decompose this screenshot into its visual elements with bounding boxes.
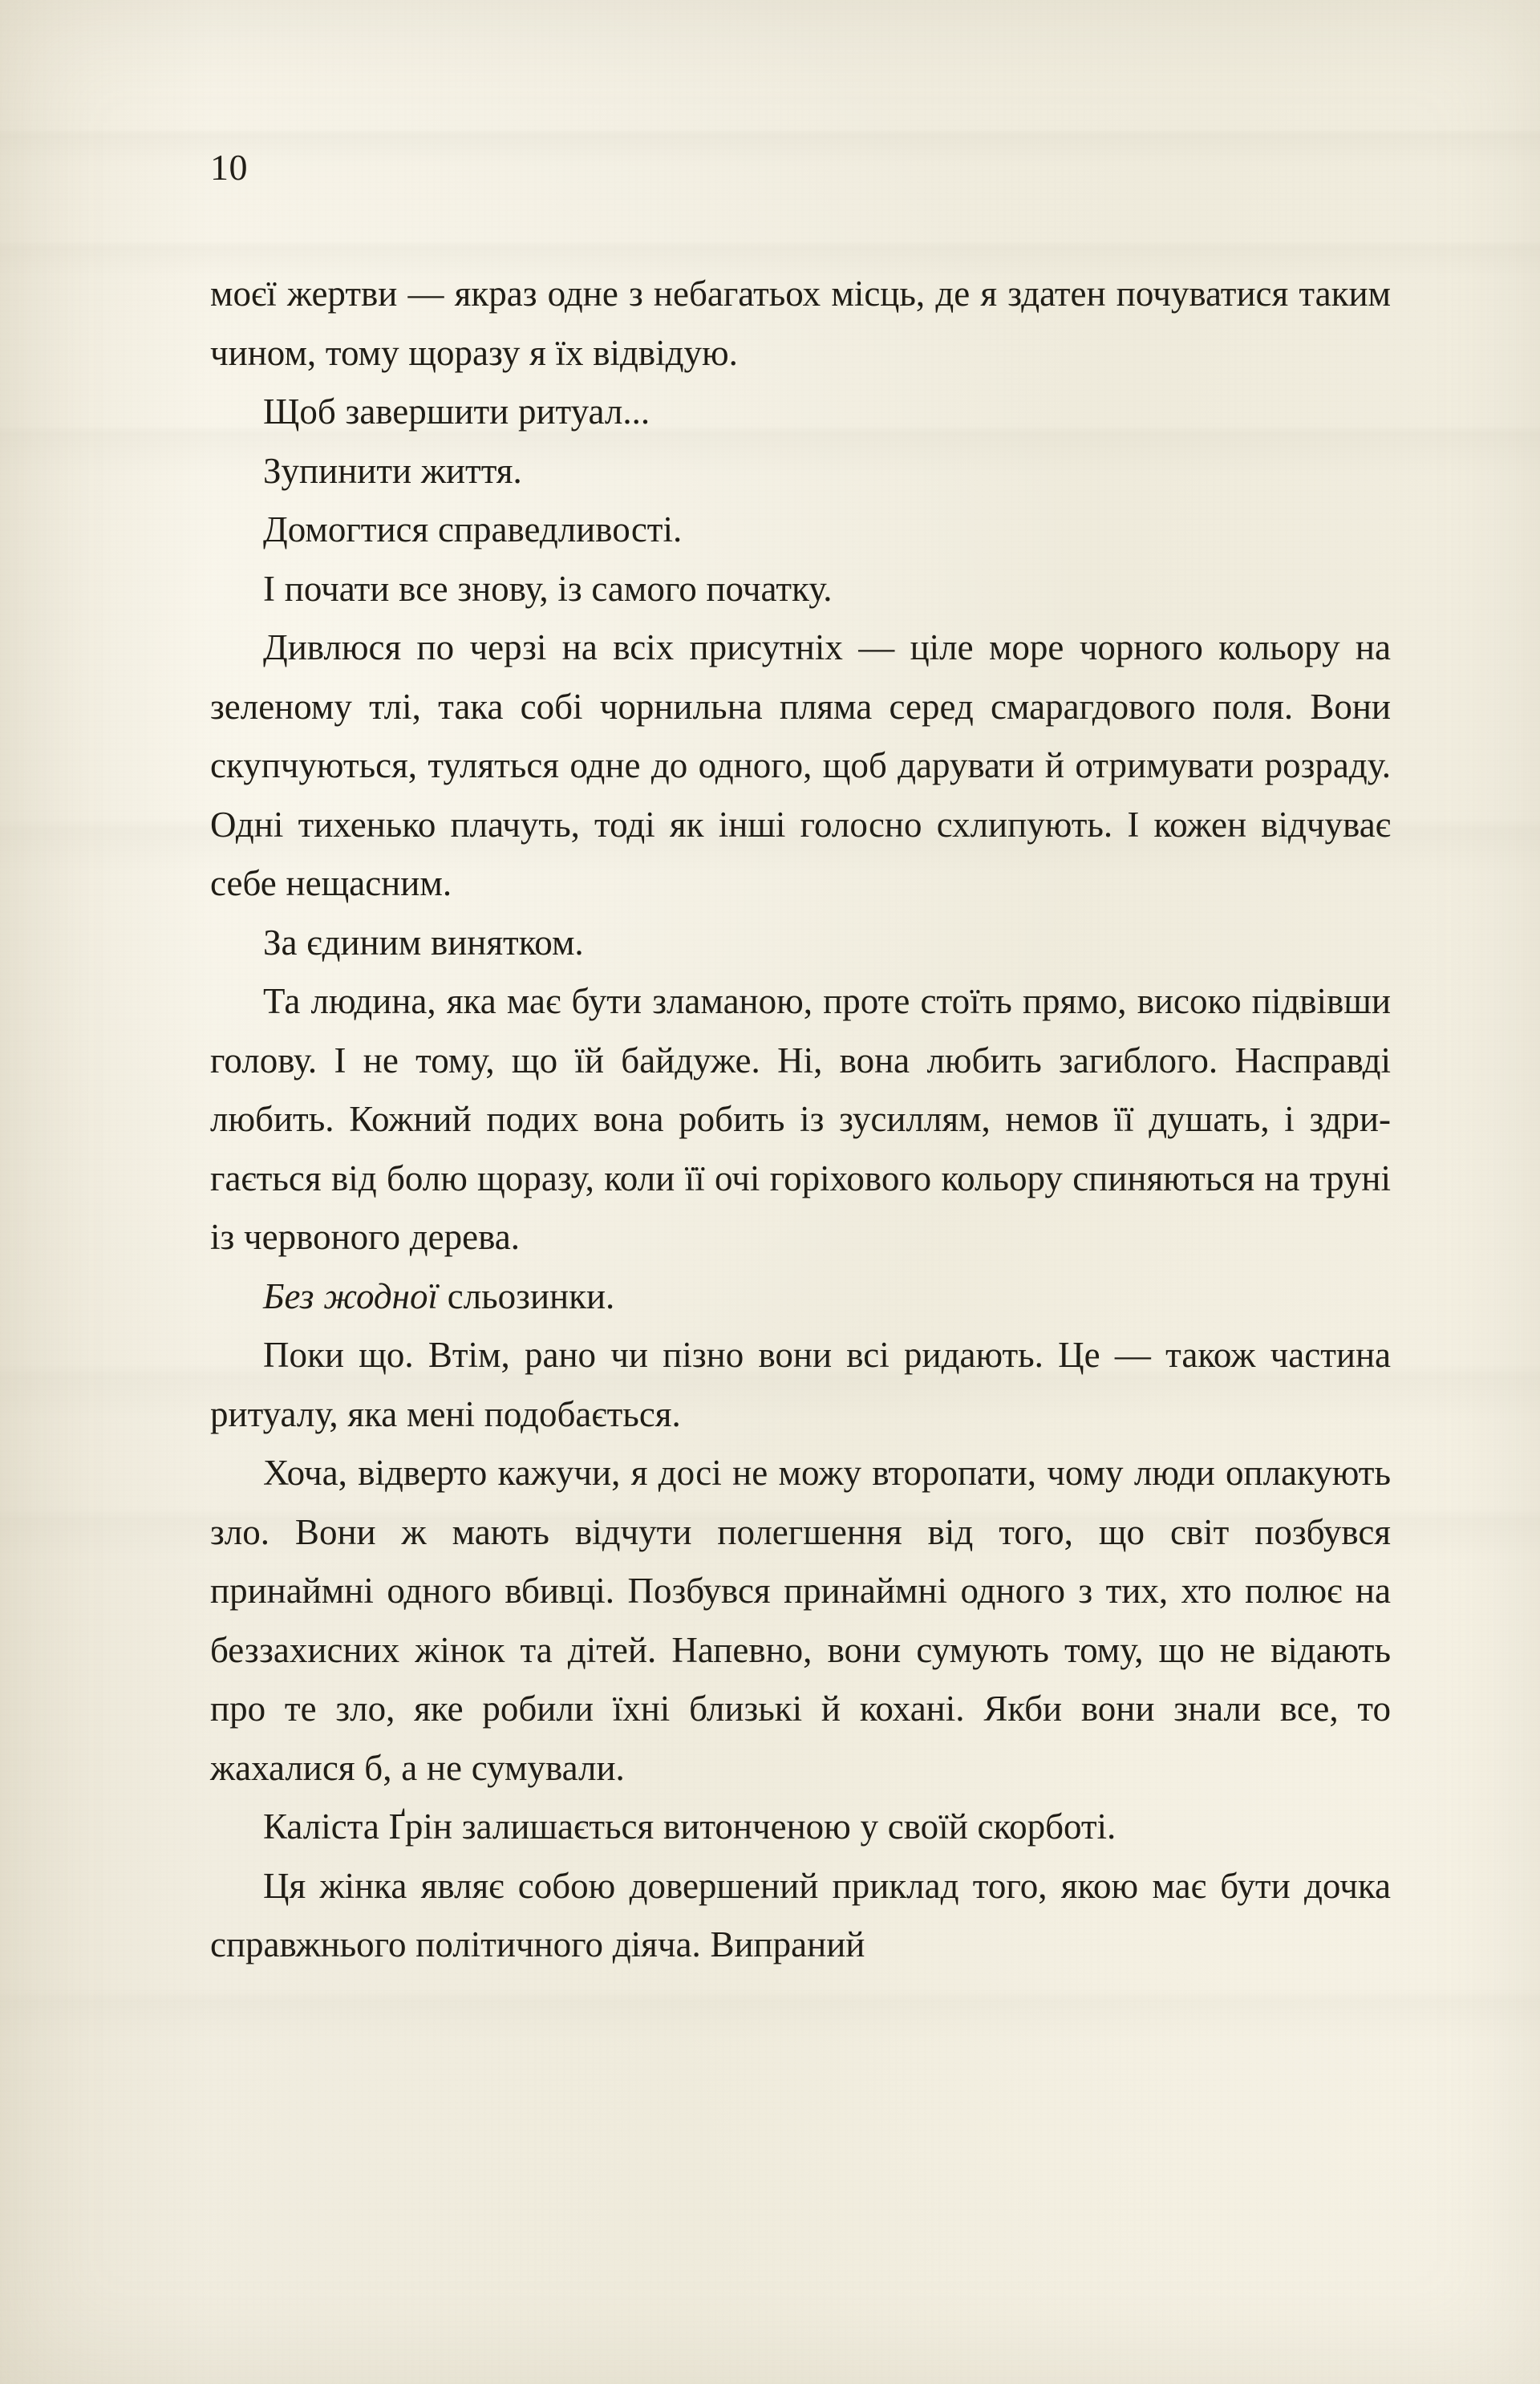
paragraph: Щоб завершити ритуал... <box>263 391 650 432</box>
gutter-shadow <box>0 0 209 2384</box>
paragraph: Дивлюся по черзі на всіх присутніх — ціле море чорного кольору на зеленому тлі, така собі чорнильна пляма серед смарагдового поля. Вони скупчуються, туляться одне до одного, щоб дарувати й отримувати розраду. Одні тихенько плачуть, тоді як інші голосно схлипують. І кожен відчуває себе нещасним. <box>210 627 1391 903</box>
paragraph: І почати все знову, із самого початку. <box>263 568 833 609</box>
body-text-block <box>210 265 1391 1975</box>
paragraph: За єдиним винятком. <box>263 922 584 963</box>
italic-phrase: Без жодної <box>263 1275 438 1316</box>
paragraph: Зупинити життя. <box>263 450 522 491</box>
paragraph: Домогтися справедливості. <box>263 509 683 549</box>
paragraph: Та людина, яка має бути зламаною, проте стоїть прямо, високо підвівши голову. І не тому, що їй байдуже. Ні, вона любить загиблого. Насправді любить. Кожний подих вона робить із зусиллям, немов її душать, і здригається від болю щоразу, коли її очі горіхового кольору спиняються на труні із червоного дерева. <box>210 981 1391 1257</box>
paragraph-remainder: сльозинки. <box>437 1275 615 1316</box>
paragraph-emphasis <box>210 1267 1391 1327</box>
paragraph: Хоча, відверто кажучи, я досі не можу второпати, чому люди оплакують зло. Вони ж мають відчути полегшення від того, що світ позбувся принаймні одного вбивці. Позбувся принаймні одного з тих, хто полює на беззахисних жінок та дітей. Напевно, вони сумують тому, що не відають про те зло, яке робили їхні близькі й кохані. Якби вони знали все, то жахалися б, а не сумували. <box>210 1453 1391 1788</box>
paragraph: Каліста Ґрін залишається витонченою у своїй скорботі. <box>263 1806 1116 1847</box>
paragraph: Ця жінка являє собою довершений приклад того, якою має бути дочка справжнього політичного діяча. Випраний <box>210 1865 1391 1964</box>
paragraph: моєї жертви — якраз одне з небагатьох місць, де я здатен почуватися таким чином, тому щоразу я їх відвідую. <box>210 274 1391 373</box>
page-number: 10 <box>210 147 248 188</box>
paragraph: Поки що. Втім, рано чи пізно вони всі ридають. Це — також частина ритуалу, яка мені подобається. <box>210 1335 1391 1434</box>
